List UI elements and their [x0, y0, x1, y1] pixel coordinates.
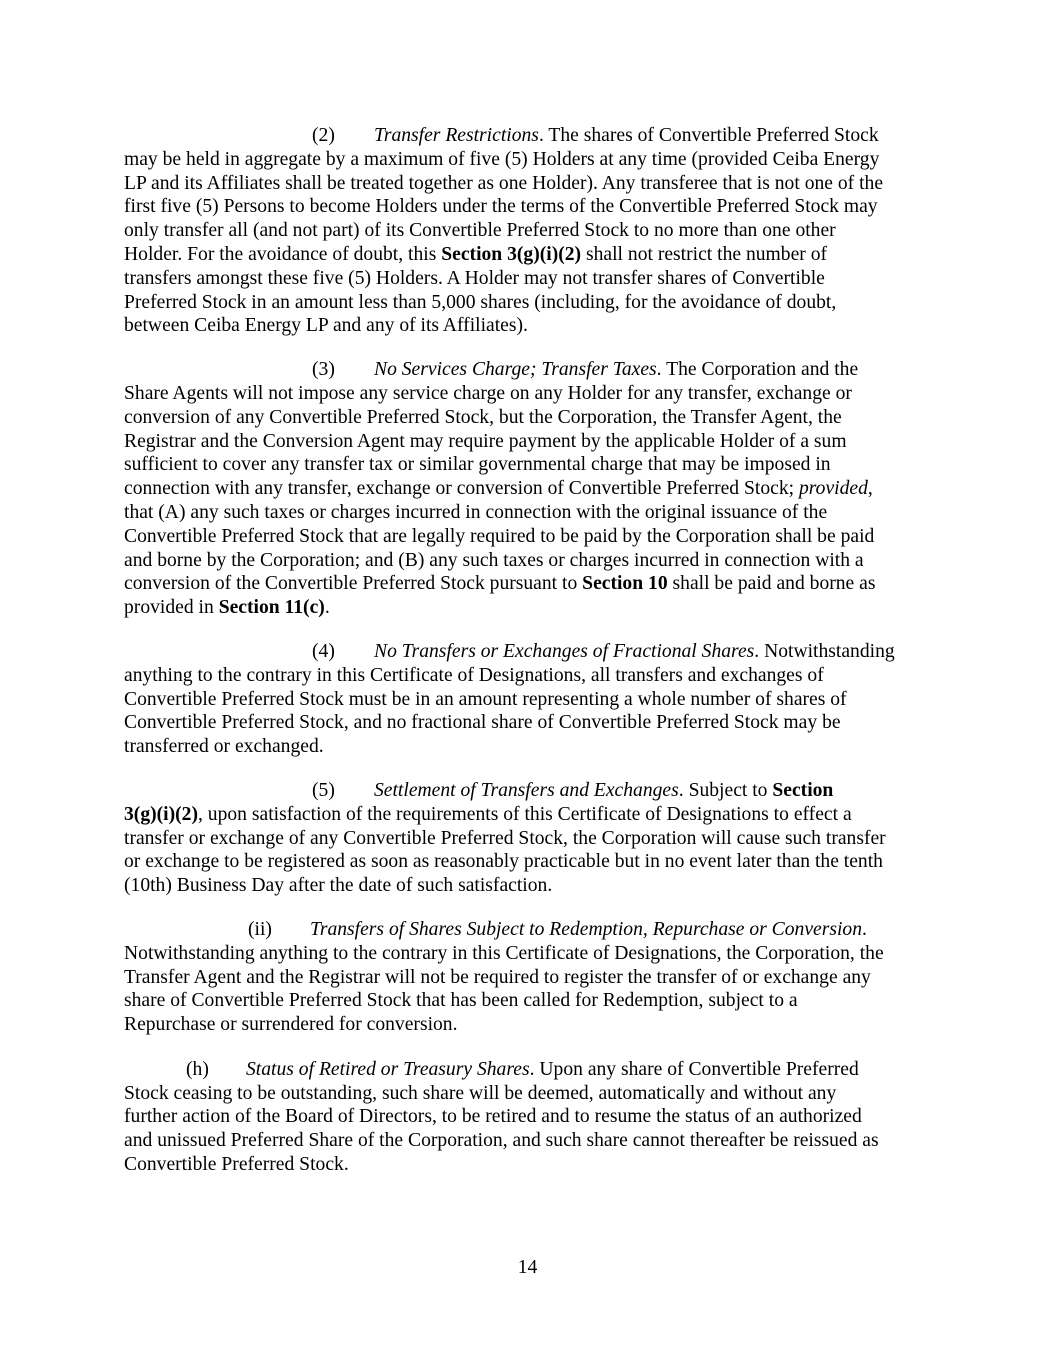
paragraph-heading: Status of Retired or Treasury Shares [246, 1058, 530, 1080]
paragraph-heading: Transfer Restrictions [374, 125, 539, 146]
section-reference: Section 3(g)(i)(2) [441, 243, 582, 265]
section-reference: Section [772, 779, 834, 801]
paragraph-line: (10th) Business Day after the date of such satisfaction. [124, 875, 553, 897]
paragraph-line: Repurchase or surrendered for conversion. [124, 1014, 458, 1036]
paragraph-line: Convertible Preferred Stock. [124, 1154, 349, 1176]
paragraph-line: share of Convertible Preferred Stock that has been called for Redemption, subject to a [124, 990, 798, 1012]
paragraph-line: sufficient to cover any transfer tax or similar governmental charge that may be imposed in [124, 454, 831, 476]
paragraph-line: and borne by the Corporation; and (B) any such taxes or charges incurred in connection with a [124, 549, 864, 571]
paragraph-text: provided in [124, 597, 219, 619]
paragraph-transfers-subject-to-redemption [124, 918, 936, 1037]
paragraph-line: only transfer all (and not part) of its Convertible Preferred Stock to no more than one other [124, 220, 836, 242]
paragraph-line: LP and its Affiliates shall be treated together as one Holder). Any transferee that is not one of the [124, 172, 884, 194]
paragraph-text: , [867, 478, 873, 500]
paragraph-line: conversion of any Convertible Preferred Stock, but the Corporation, the Transfer Agent, the [124, 406, 842, 428]
paragraph-first-line [124, 358, 936, 382]
paragraph-line: Transfer Agent and the Registrar will not be required to register the transfer of or exchange any [124, 966, 871, 988]
paragraph-line [124, 803, 936, 827]
paragraph-number: (5) [312, 779, 335, 801]
paragraph-heading: No Services Charge; Transfer Taxes [374, 359, 657, 381]
paragraph-line: further action of the Board of Directors, to be retired and to resume the status of an authorized [124, 1106, 862, 1128]
paragraph-text: . The Corporation and the [656, 359, 859, 381]
paragraph-text: . Subject to [678, 779, 773, 801]
paragraph-number: (h) [186, 1058, 209, 1080]
paragraph-no-services-charge [124, 358, 936, 620]
paragraph-line: that (A) any such taxes or charges incurred in connection with the original issuance of the [124, 501, 828, 523]
paragraph-text: Holder. For the avoidance of doubt, this [124, 243, 442, 265]
document-body [124, 124, 936, 1197]
paragraph-text: , upon satisfaction of the requirements of this Certificate of Designations to effect a [197, 803, 852, 825]
paragraph-transfer-restrictions [124, 124, 936, 338]
provided-term: provided [798, 478, 868, 500]
paragraph-heading: Settlement of Transfers and Exchanges [374, 779, 679, 801]
paragraph-line: Stock ceasing to be outstanding, such share will be deemed, automatically and without any [124, 1082, 837, 1104]
paragraph-settlement-of-transfers [124, 779, 936, 898]
paragraph-line: Share Agents will not impose any service charge on any Holder for any transfer, exchange or [124, 382, 852, 404]
paragraph-first-line [124, 1058, 936, 1082]
paragraph-line: transferred or exchanged. [124, 736, 324, 758]
paragraph-text: shall be paid and borne as [667, 573, 876, 595]
paragraph-heading: Transfers of Shares Subject to Redemption, Repurchase or Conversion [310, 918, 863, 940]
paragraph-status-of-retired-shares [124, 1058, 936, 1177]
paragraph-text: . The shares of Convertible Preferred Stock [538, 125, 879, 146]
paragraph-text: shall not restrict the number of [581, 243, 828, 265]
paragraph-line: Preferred Stock in an amount less than 5,000 shares (including, for the avoidance of doubt, [124, 291, 837, 313]
paragraph-line: anything to the contrary in this Certificate of Designations, all transfers and exchanges of [124, 664, 824, 686]
paragraph-line: first five (5) Persons to become Holders under the terms of the Convertible Preferred Stock may [124, 196, 878, 218]
paragraph-number: (ii) [248, 918, 272, 940]
paragraph-line [124, 243, 936, 267]
paragraph-line [124, 596, 936, 620]
paragraph-line: and unissued Preferred Share of the Corporation, and such share cannot thereafter be reissued as [124, 1130, 879, 1152]
paragraph-line: transfers amongst these five (5) Holders. A Holder may not transfer shares of Convertible [124, 267, 825, 289]
paragraph-text: connection with any transfer, exchange or conversion of Convertible Preferred Stock; [124, 478, 799, 500]
paragraph-line: Registrar and the Conversion Agent may require payment by the applicable Holder of a sum [124, 430, 847, 452]
paragraph-text: . [324, 597, 330, 619]
paragraph-first-line [124, 779, 936, 803]
paragraph-line: Convertible Preferred Stock, and no fractional share of Convertible Preferred Stock may be [124, 712, 841, 734]
paragraph-number: (2) [312, 125, 335, 146]
paragraph-line: may be held in aggregate by a maximum of five (5) Holders at any time (provided Ceiba Energy [124, 148, 880, 170]
paragraph-number: (4) [312, 640, 335, 662]
paragraph-first-line [124, 640, 936, 664]
paragraph-line: transfer or exchange of any Convertible Preferred Stock, the Corporation will cause such transfer [124, 827, 886, 849]
paragraph-line: Notwithstanding anything to the contrary in this Certificate of Designations, the Corporation, the [124, 942, 884, 964]
paragraph-line: or exchange to be registered as soon as reasonably practicable but in no event later than the tenth [124, 851, 883, 873]
section-reference: 3(g)(i)(2) [124, 803, 198, 825]
section-reference: Section 11(c) [218, 597, 325, 619]
paragraph-line: Convertible Preferred Stock must be in an amount representing a whole number of shares of [124, 688, 847, 710]
section-reference: Section 10 [582, 573, 668, 595]
paragraph-text: . Notwithstanding [754, 640, 895, 662]
paragraph-text: . Upon any share of Convertible Preferred [529, 1058, 859, 1080]
paragraph-text: conversion of the Convertible Preferred Stock pursuant to [124, 573, 583, 595]
paragraph-line: Convertible Preferred Stock that are legally required to be paid by the Corporation shall be paid [124, 525, 875, 547]
paragraph-line [124, 477, 936, 501]
paragraph-number: (3) [312, 359, 335, 381]
paragraph-heading: No Transfers or Exchanges of Fractional Shares [374, 640, 755, 662]
paragraph-line [124, 572, 936, 596]
paragraph-text: . [862, 918, 867, 940]
paragraph-no-fractional-shares [124, 640, 936, 759]
page-number: 14 [517, 1257, 538, 1278]
paragraph-first-line [124, 918, 936, 942]
paragraph-line: between Ceiba Energy LP and any of its Affiliates). [124, 315, 528, 337]
paragraph-first-line [124, 124, 936, 148]
